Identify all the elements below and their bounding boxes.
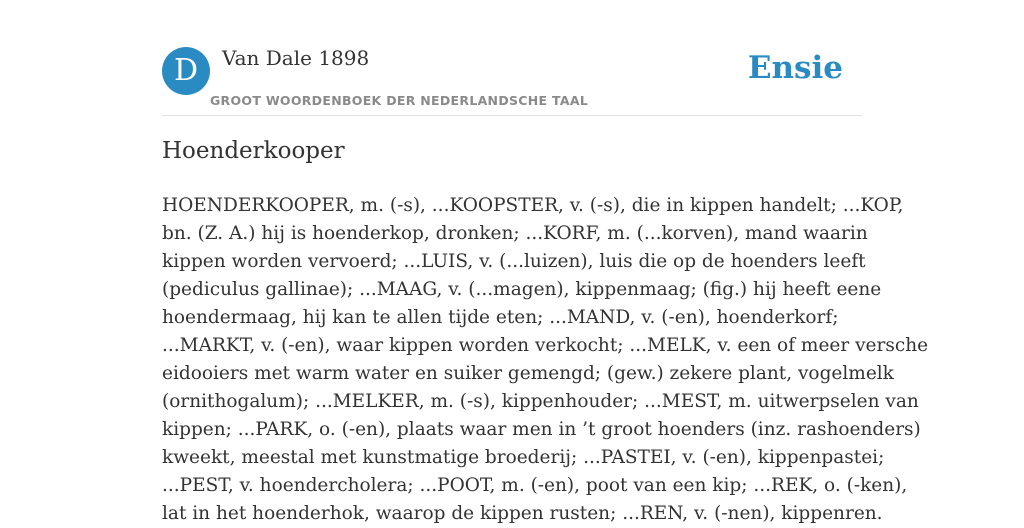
definition-line: lat in het hoenderhok, waarop de kippen rusten; ...REN, v. (-nen), kippenren.: [162, 503, 883, 524]
entry-title: Hoenderkooper: [162, 138, 345, 164]
definition-line: bn. (Z. A.) hij is hoenderkop, dronken; ...KORF, m. (...korven), mand waarin: [162, 223, 868, 244]
dictionary-title[interactable]: Van Dale 1898: [222, 46, 370, 70]
definition-line: (ornithogalum); ...MELKER, m. (-s), kippenhouder; ...MEST, m. uitwerpselen van: [162, 391, 919, 412]
brand-logo[interactable]: Ensie: [747, 50, 843, 86]
definition-line: kippen; ...PARK, o. (-en), plaats waar men in ’t groot hoenders (inz. rashoenders): [162, 419, 921, 440]
definition-line: ...PEST, v. hoendercholera; ...POOT, m. (-en), poot van een kip; ...REK, o. (-ken),: [162, 475, 908, 496]
definition-line: ...MARKT, v. (-en), waar kippen worden verkocht; ...MELK, v. een of meer versche: [162, 335, 929, 356]
definition-line: kweekt, meestal met kunstmatige broederij; ...PASTEI, v. (-en), kippenpastei;: [162, 447, 885, 468]
definition-line: HOENDERKOOPER, m. (-s), ...KOOPSTER, v. (-s), die in kippen handelt; ...KOP,: [162, 195, 904, 216]
dictionary-logo[interactable]: D: [162, 47, 210, 95]
definition-line: eidooiers met warm water en suiker gemengd; (gew.) zekere plant, vogelmelk: [162, 363, 894, 384]
definition-line: (pediculus gallinae); ...MAAG, v. (...magen), kippenmaag; (fig.) hij heeft eene: [162, 279, 882, 300]
definition-line: kippen worden vervoerd; ...LUIS, v. (...luizen), luis die op de hoenders leeft: [162, 251, 866, 272]
dictionary-subtitle: GROOT WOORDENBOEK DER NEDERLANDSCHE TAAL: [210, 93, 589, 108]
entry-definition: [162, 192, 929, 528]
definition-line: hoendermaag, hij kan te allen tijde eten; ...MAND, v. (-en), hoenderkorf;: [162, 307, 839, 328]
site-header: [162, 46, 862, 116]
